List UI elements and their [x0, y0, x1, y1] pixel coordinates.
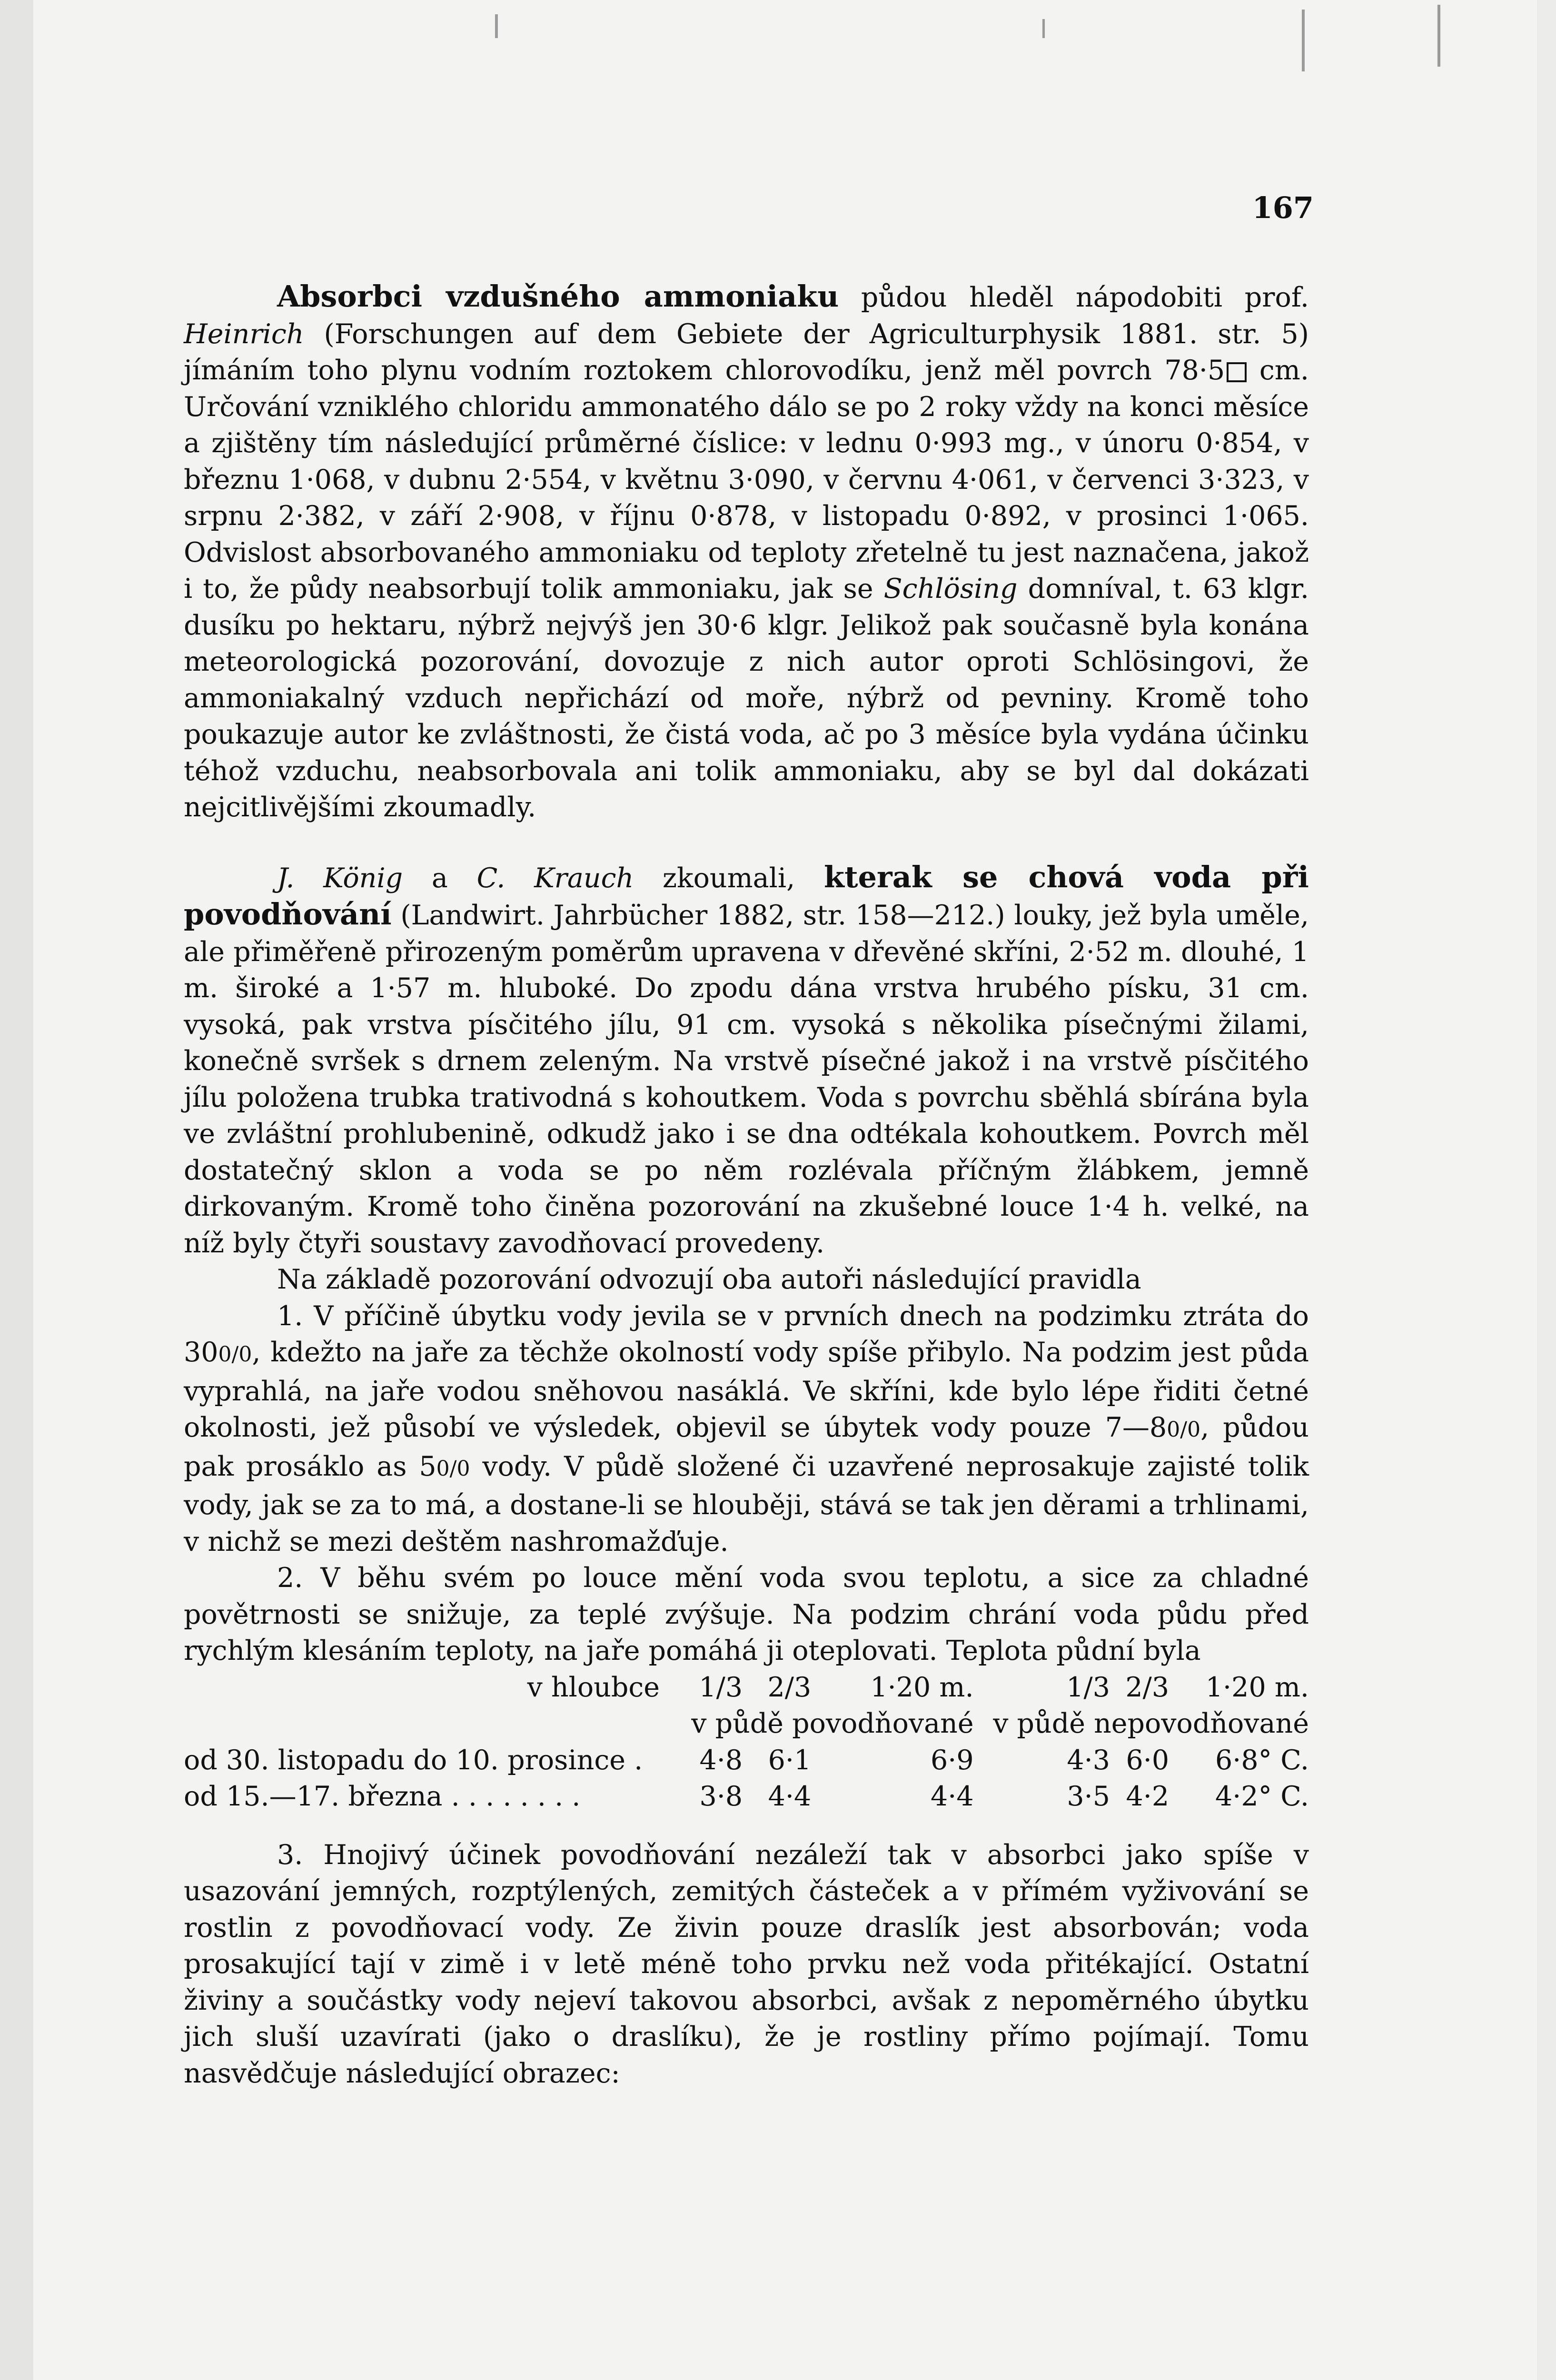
depth-label: v hloubce — [527, 1671, 660, 1703]
table-cell: 4·2 — [1126, 1781, 1169, 1812]
section-heading: Absorbci vzdušného ammoniaku — [277, 279, 839, 314]
section-heading: kterak se chová voda při povodňování — [184, 859, 1309, 932]
depth-value: 2/3 — [1125, 1671, 1169, 1703]
table-cell: 6·1 — [768, 1744, 812, 1776]
author-name: C. Krauch — [476, 862, 634, 894]
rule-2: 2. V běhu svém po louce mění voda svou teplotu, a sice za chladné povětrnosti se snižuje, za teplé zvýšuje. Na podzim chrání voda půdu před rychlým klesáním teploty, na jaře pomáhá ji oteplovati. Teplota půdní byla — [184, 1562, 1309, 1666]
author-name: J. König — [277, 862, 403, 894]
depth-value: 1/3 — [699, 1671, 743, 1703]
table-header-row — [184, 1669, 1309, 1706]
table-cell: 6·9 — [930, 1744, 974, 1776]
table-cell: 4·4 — [768, 1781, 812, 1812]
page-edge-right — [1537, 0, 1556, 2380]
temperature-table — [184, 1669, 1309, 1815]
group-label: v půdě povodňované — [691, 1708, 974, 1739]
table-cell: 4·3 — [1067, 1744, 1110, 1776]
depth-value: 1·20 m. — [870, 1671, 974, 1703]
row-label: od 30. listopadu do 10. prosince . — [184, 1744, 643, 1776]
rules-intro: Na základě pozorování odvozují oba autoři následující pravidla — [277, 1264, 1141, 1295]
table-cell: 3·5 — [1067, 1781, 1110, 1812]
table-row — [184, 1742, 1309, 1779]
square-icon — [1227, 362, 1247, 382]
page-body — [184, 278, 1309, 2092]
paragraph-konig: J. König a C. Krauch zkoumali, kterak se chová voda při povodňování (Landwirt. Jahrbücher 1882, str. 158—212.) louky, jež byla uměle, ale přiměřeně přirozeným poměrům upravena v dřevěné skříni, 2·52 m. dlouhé, 1 m. široké a 1·57 m. hluboké. Do zpodu dána vrstva hrubého písku, 31 cm. vysoká, pak vrstva písčitého jílu, 91 cm. vysoká s několika písečnými žilami, konečně svršek s drnem zeleným. Na vrstvě písečné jakož i na vrstvě písčitého jílu položena trubka trativodná s kohoutkem. Voda s povrchu sběhlá sbírána byla ve zvláštní prohlubenině, odkudž jako i se dna odtékala kohoutkem. Povrch měl dostatečný sklon a voda se po něm rozlévala příčným žlábkem, jemně dirkovaným. Kromě toho činěna pozorování na zkušebné louce 1·4 h. velké, na níž byly čtyři soustavy zavodňovací provedeny. — [184, 859, 1309, 1259]
rule-3: 3. Hnojivý účinek povodňování nezáleží tak v absorbci jako spíše v usazování jemných, rozptýlených, zemitých částeček a v přímém vyživování se rostlin z povodňovací vody. Ze živin pouze draslík jest absorbován; voda prosakující tají v zimě i v letě méně toho prvku než voda přitékající. Ostatní živiny a součástky vody nejeví takovou absorbci, avšak z nepoměrného úbytku jich sluší uzavírati (jako o draslíku), že je rostliny přímo pojímají. Tomu nasvědčuje následující obrazec: — [184, 1839, 1309, 2089]
depth-value: 2/3 — [767, 1671, 812, 1703]
page-number: 167 — [1252, 190, 1314, 225]
table-row — [184, 1778, 1309, 1815]
row-label: od 15.—17. března . . . . . . . . — [184, 1781, 581, 1812]
page-edge-left — [0, 0, 33, 2380]
rule-1: 1. V příčině úbytku vody jevila se v prvních dnech na podzimku ztráta do 300/0, kdežto na jaře za těchže okolností vody spíše přibylo. Na podzim jest půda vyprahlá, na jaře vodou sněhovou nasáklá. Ve skříni, kde bylo lépe řiditi četné okolnosti, jež působí ve výsledek, objevil se úbytek vody pouze 7—80/0, půdou pak prosáklo as 50/0 vody. V půdě složené či uzavřené neprosakuje zajisté tolik vody, jak se za to má, a dostane-li se hlouběji, stává se tak jen děrami a trhlinami, v nichž se mezi deštěm nashromažďuje. — [184, 1300, 1309, 1557]
scan-mark — [1042, 19, 1045, 38]
author-name: Heinrich — [184, 318, 304, 350]
table-cell: 4·8 — [699, 1744, 743, 1776]
group-label: v půdě nepovodňované — [993, 1708, 1309, 1739]
scan-mark — [495, 14, 498, 38]
table-cell: 4·4 — [930, 1781, 974, 1812]
depth-value: 1/3 — [1066, 1671, 1110, 1703]
scan-mark — [1437, 5, 1440, 67]
table-cell: 6·0 — [1126, 1744, 1169, 1776]
table-cell: 3·8 — [699, 1781, 743, 1812]
table-cell: 6·8° C. — [1215, 1744, 1309, 1776]
table-cell: 4·2° C. — [1215, 1781, 1309, 1812]
table-group-row — [184, 1706, 1309, 1742]
depth-value: 1·20 m. — [1205, 1671, 1309, 1703]
scan-mark — [1302, 10, 1305, 71]
paragraph-heinrich: Absorbci vzdušného ammoniaku půdou hleděl nápodobiti prof. Heinrich (Forschungen auf dem Gebiete der Agriculturphysik 1881. str. 5) jímáním toho plynu vodním roztokem chlorovodíku, jenž měl povrch 78·5 cm. Určování vzniklého chloridu ammonatého dálo se po 2 roky vždy na konci měsíce a zjištěny tím následující průměrné číslice: v lednu 0·993 mg., v únoru 0·854, v březnu 1·068, v dubnu 2·554, v květnu 3·090, v červnu 4·061, v červenci 3·323, v srpnu 2·382, v září 2·908, v říjnu 0·878, v listopadu 0·892, v prosinci 1·065. Odvislost absorbovaného ammoniaku od teploty zřetelně tu jest naznačena, jakož i to, že půdy neabsorbují tolik ammoniaku, jak se Schlösing domníval, t. 63 klgr. dusíku po hektaru, nýbrž nejvýš jen 30·6 klgr. Jelikož pak současně byla konána meteorologická pozorování, dovozuje z nich autor oproti Schlösingovi, že ammoniakalný vzduch nepřichází od moře, nýbrž od pevniny. Kromě toho poukazuje autor ke zvláštnosti, že čistá voda, ač po 3 měsíce byla vydána účinku téhož vzduchu, neabsorbovala ani tolik ammoniaku, aby se byl dal dokázati nejcitlivějšími zkoumadly. — [184, 279, 1309, 823]
author-name: Schlösing — [883, 573, 1018, 605]
